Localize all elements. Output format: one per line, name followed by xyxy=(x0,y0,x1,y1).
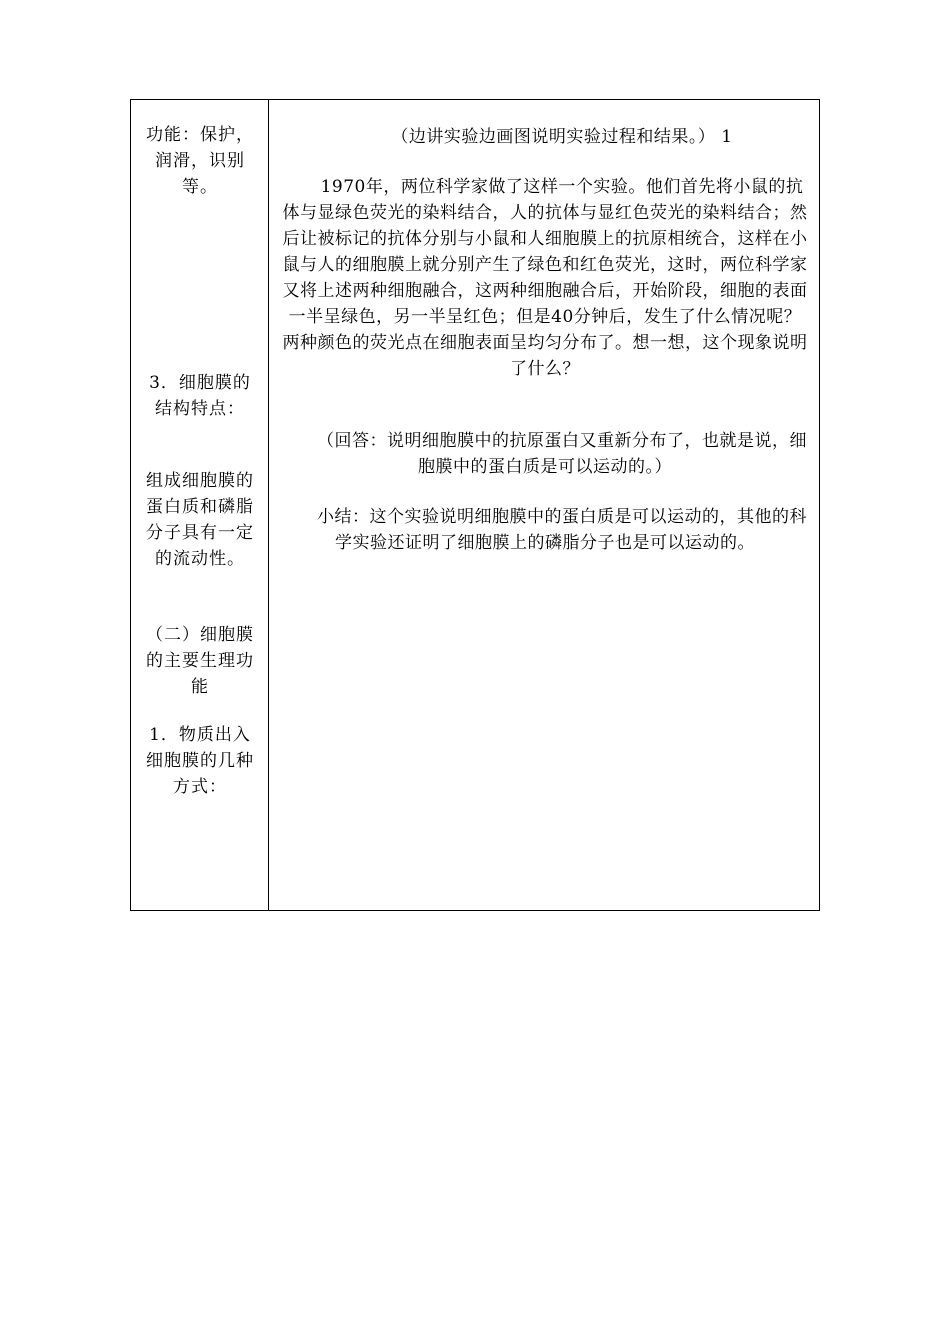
function-text: 功能：保护，润滑，识别等。 xyxy=(146,125,254,197)
notes-column xyxy=(131,100,269,910)
content-column xyxy=(269,100,819,910)
summary-text: 小结：这个实验说明细胞膜中的蛋白质是可以运动的，其他的科学实验还证明了细胞膜上的磷脂分子也是可以运动的。 xyxy=(317,507,807,553)
experiment-text: 1970年，两位科学家做了这样一个实验。他们首先将小鼠的抗体与显绿色荧光的染料结合，人的抗体与显红色荧光的染料结合；然后让被标记的抗体分别与小鼠和人细胞膜上的抗原相统合，这样在小鼠与人的细胞膜上就分别产生了绿色和红色荧光，这时，两位科学家又将上述两种细胞融合，这两种细胞融合后，开始阶段，细胞的表面一半呈绿色，另一半呈红色；但是40分钟后，发生了什么情况呢？两种颜色的荧光点在细胞表面呈均匀分布了。想一想，这个现象说明了什么？ xyxy=(282,177,808,379)
section-3-body: 组成细胞膜的蛋白质和磷脂分子具有一定的流动性。 xyxy=(146,471,254,569)
section-2-title: （二）细胞膜的主要生理功能 xyxy=(146,625,254,697)
lesson-table xyxy=(130,99,820,911)
section-3-title: 3．细胞膜的结构特点： xyxy=(149,373,251,419)
intro-text: （边讲实验边画图说明实验过程和结果。） 1 xyxy=(391,127,733,147)
section-1-title: 1．物质出入细胞膜的几种方式： xyxy=(146,725,254,797)
answer-text: （回答：说明细胞膜中的抗原蛋白又重新分布了，也就是说，细胞膜中的蛋白质是可以运动的。） xyxy=(317,431,807,477)
